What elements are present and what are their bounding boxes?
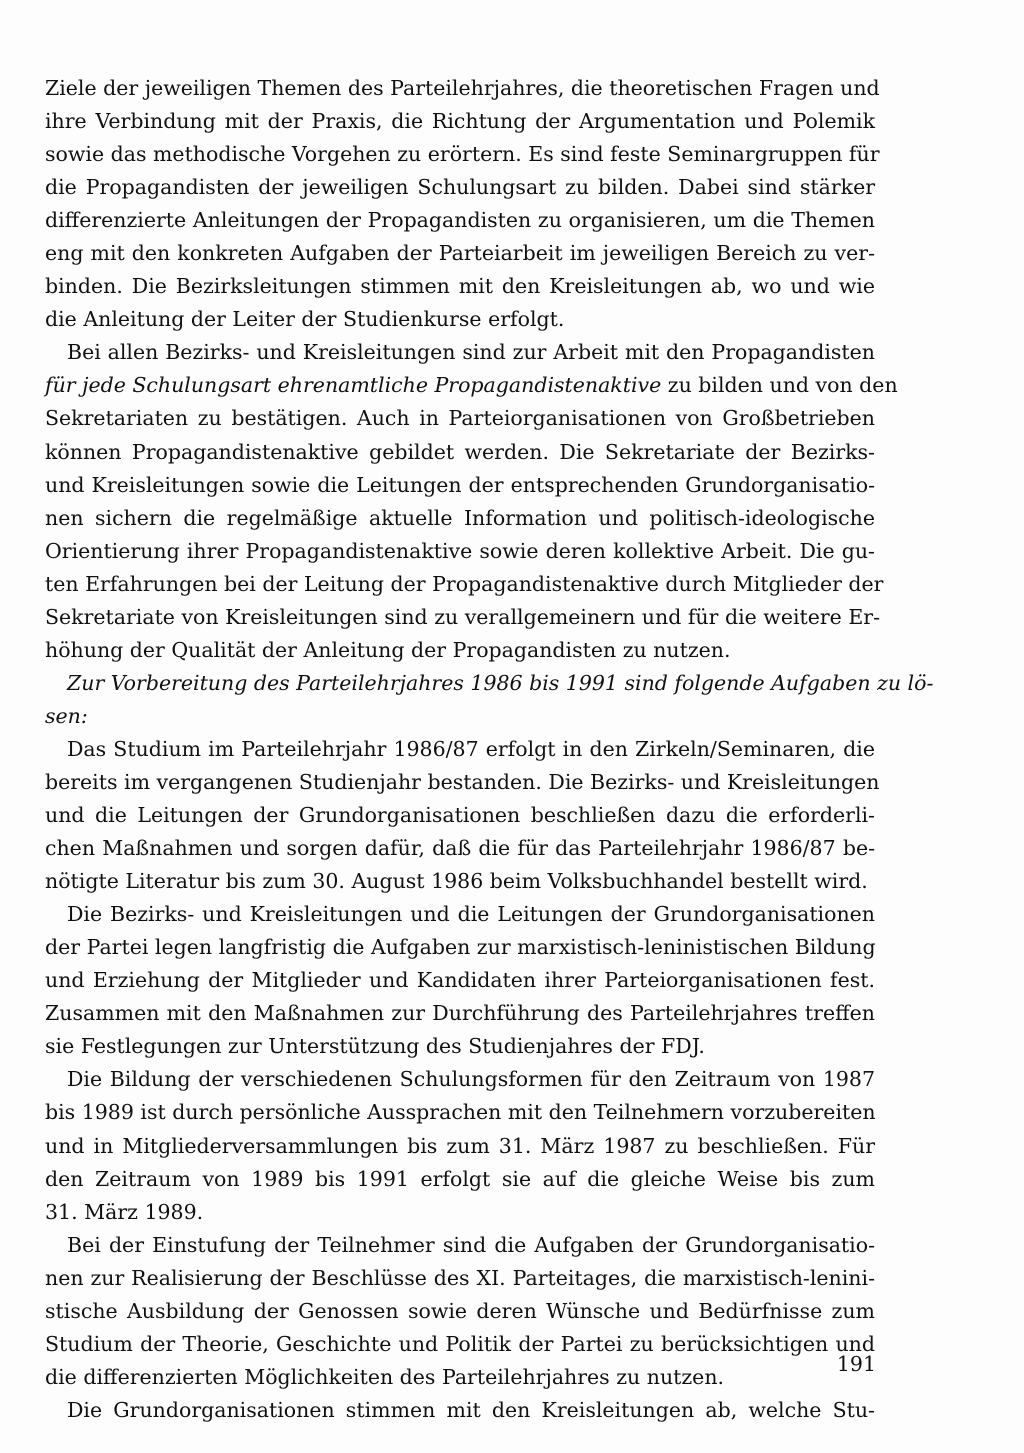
emphasis-text: für jede Schulungsart ehrenamtliche Propagandistenaktive — [45, 373, 662, 398]
text-line: können Propagandistenaktive gebildet werden. Die Sekretariate der Bezirks- — [45, 439, 875, 464]
text-line: höhung der Qualität der Anleitung der Propagandisten zu nutzen. — [45, 637, 731, 662]
text-line: die differenzierten Möglichkeiten des Parteilehrjahres zu nutzen. — [45, 1364, 725, 1389]
text-line: eng mit den konkreten Aufgaben der Parteiarbeit im jeweiligen Bereich zu ver- — [45, 241, 875, 266]
text-line: stische Ausbildung der Genossen sowie deren Wünsche und Bedürfnisse zum — [45, 1298, 875, 1323]
text-line: Die Grundorganisationen stimmen mit den Kreisleitungen ab, welche Stu- — [67, 1397, 875, 1422]
text-line: der Partei legen langfristig die Aufgaben zur marxistisch-leninistischen Bildung — [45, 935, 876, 960]
text-line: ihre Verbindung mit der Praxis, die Richtung der Argumentation und Polemik — [45, 109, 875, 134]
text-line: den Zeitraum von 1989 bis 1991 erfolgt sie auf die gleiche Weise bis zum — [45, 1166, 875, 1191]
text-line: Studium der Theorie, Geschichte und Politik der Partei zu berücksichtigen und — [45, 1331, 875, 1356]
italic-heading-line: sen: — [45, 703, 88, 728]
text-line: nen sichern die regelmäßige aktuelle Information und politisch-ideologische — [45, 505, 875, 530]
text-line: bis 1989 ist durch persönliche Aussprachen mit den Teilnehmern vorzubereiten — [45, 1100, 876, 1125]
text-line: chen Maßnahmen und sorgen dafür, daß die für das Parteilehrjahr 1986/87 be- — [45, 836, 875, 861]
text-line: und in Mitgliederversammlungen bis zum 31. März 1987 zu beschließen. Für — [45, 1133, 875, 1158]
text-line: sie Festlegungen zur Unterstützung des Studienjahres der FDJ. — [45, 1034, 705, 1059]
text-fragment: zu bilden und von den — [661, 373, 898, 398]
text-line: bereits im vergangenen Studienjahr bestanden. Die Bezirks- und Kreisleitungen — [45, 769, 880, 794]
text-line-mixed — [45, 369, 898, 402]
text-line: ten Erfahrungen bei der Leitung der Propagandistenaktive durch Mitglieder der — [45, 571, 884, 596]
text-line: binden. Die Bezirksleitungen stimmen mit den Kreisleitungen ab, wo und wie — [45, 274, 875, 299]
body-text — [45, 72, 934, 1427]
text-line: Sekretariate von Kreisleitungen sind zu verallgemeinern und für die weitere Er- — [45, 604, 881, 629]
text-line: und Kreisleitungen sowie die Leitungen der entsprechenden Grundorganisatio- — [45, 472, 875, 497]
text-line: 31. März 1989. — [45, 1199, 204, 1224]
text-line: die Anleitung der Leiter der Studienkurse erfolgt. — [45, 307, 565, 332]
text-line: Bei der Einstufung der Teilnehmer sind die Aufgaben der Grundorganisatio- — [67, 1232, 875, 1257]
text-line: Sekretariaten zu bestätigen. Auch in Parteiorganisationen von Großbetrieben — [45, 406, 875, 431]
text-line: nötigte Literatur bis zum 30. August 1986 beim Volksbuchhandel bestellt wird. — [45, 869, 868, 894]
italic-heading-line: Zur Vorbereitung des Parteilehrjahres 1986 bis 1991 sind folgende Aufgaben zu lö- — [67, 670, 934, 695]
page-number: 191 — [836, 1352, 876, 1376]
text-line: Das Studium im Parteilehrjahr 1986/87 erfolgt in den Zirkeln/Seminaren, die — [67, 736, 875, 761]
text-line: Die Bildung der verschiedenen Schulungsformen für den Zeitraum von 1987 — [67, 1067, 875, 1092]
text-line: Ziele der jeweiligen Themen des Parteilehrjahres, die theoretischen Fragen und — [45, 76, 880, 100]
text-line: Zusammen mit den Maßnahmen zur Durchführung des Parteilehrjahres treffen — [45, 1001, 875, 1026]
text-line: differenzierte Anleitungen der Propagandisten zu organisieren, um die Themen — [45, 208, 875, 233]
text-line: und die Leitungen der Grundorganisationen beschließen dazu die erforderli- — [45, 803, 875, 828]
text-line: Bei allen Bezirks- und Kreisleitungen sind zur Arbeit mit den Propagandisten — [67, 340, 875, 365]
text-line: sowie das methodische Vorgehen zu erörtern. Es sind feste Seminargruppen für — [45, 142, 880, 167]
text-line: die Propagandisten der jeweiligen Schulungsart zu bilden. Dabei sind stärker — [45, 175, 875, 200]
text-line: Die Bezirks- und Kreisleitungen und die Leitungen der Grundorganisationen — [67, 902, 875, 927]
text-line: nen zur Realisierung der Beschlüsse des XI. Parteitages, die marxistisch-lenini- — [45, 1265, 875, 1290]
text-line: Orientierung ihrer Propagandistenaktive sowie deren kollektive Arbeit. Die gu- — [45, 538, 875, 563]
text-line: und Erziehung der Mitglieder und Kandidaten ihrer Parteiorganisationen fest. — [45, 968, 875, 993]
